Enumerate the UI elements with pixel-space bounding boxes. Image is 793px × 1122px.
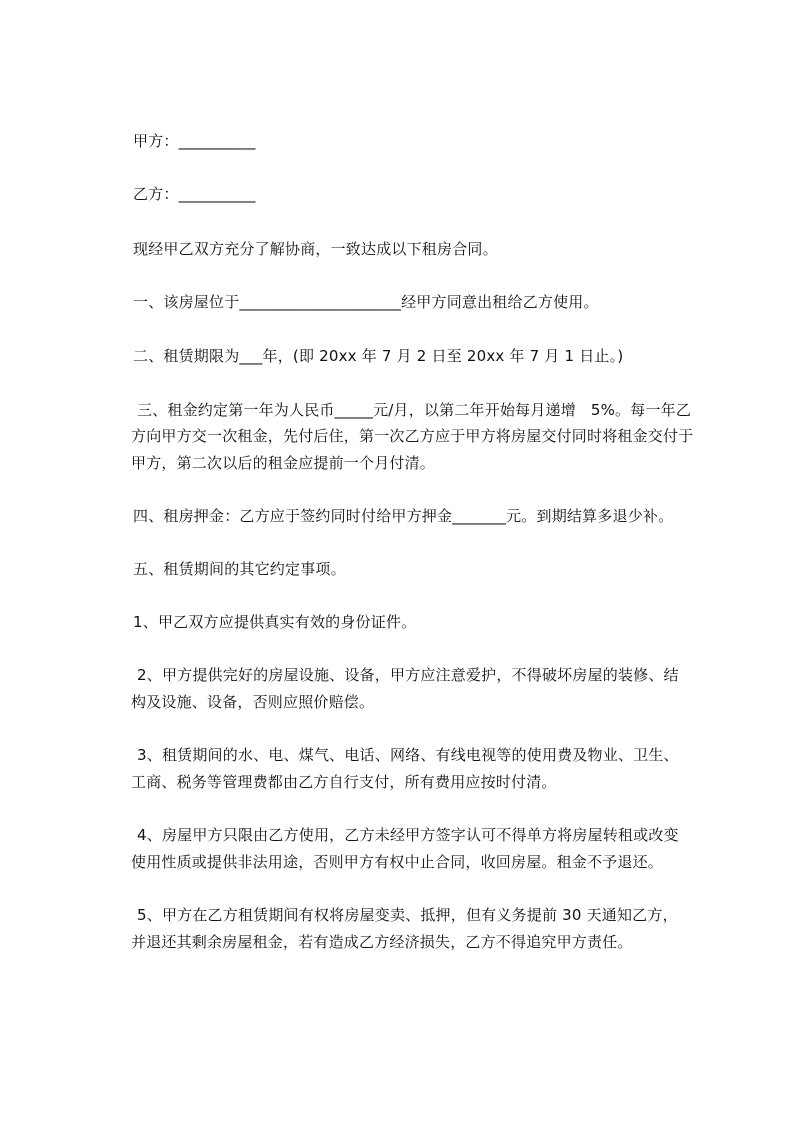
clause-4: 四、租房押金：乙方应于签约同时付给甲方押金_______元。到期结算多退少补。 <box>133 507 674 525</box>
party-a-line: 甲方：__________ <box>133 132 256 150</box>
party-b-line: 乙方：__________ <box>133 185 256 203</box>
item-1: 1、甲乙双方应提供真实有效的身份证件。 <box>133 613 417 631</box>
clause-3-line-2: 方向甲方交一次租金，先付后住，第一次乙方应于甲方将房屋交付同时将租金交付于 <box>131 427 694 445</box>
intro-paragraph: 现经甲乙双方充分了解协商，一致达成以下租房合同。 <box>133 240 498 258</box>
item-4-line-1: 4、房屋甲方只限由乙方使用，乙方未经甲方签字认可不得单方将房屋转租或改变 <box>137 826 679 844</box>
item-5-line-1: 5、甲方在乙方租赁期间有权将房屋变卖、抵押，但有义务提前 30 天通知乙方， <box>137 906 678 924</box>
item-5-line-2: 并退还其剩余房屋租金，若有造成乙方经济损失，乙方不得追究甲方责任。 <box>131 933 633 951</box>
clause-2: 二、租赁期限为___年，(即 20xx 年 7 月 2 日至 20xx 年 7 月 1 日止。) <box>133 347 624 365</box>
clause-5-title: 五、租赁期间的其它约定事项。 <box>133 560 346 578</box>
item-3-line-2: 工商、税务等管理费都由乙方自行支付，所有费用应按时付清。 <box>131 773 557 791</box>
item-2-line-2: 构及设施、设备，否则应照价赔偿。 <box>131 693 375 711</box>
clause-3-line-1: 三、租金约定第一年为人民币_____元/月，以第二年开始每月递增 5%。每一年乙 <box>137 401 692 419</box>
clause-3-line-3: 甲方，第二次以后的租金应提前一个月付清。 <box>131 454 436 472</box>
item-4-line-2: 使用性质或提供非法用途，否则甲方有权中止合同，收回房屋。租金不予退还。 <box>131 853 664 871</box>
clause-1: 一、该房屋位于_____________________经甲方同意出租给乙方使用。 <box>133 293 599 311</box>
item-3-line-1: 3、租赁期间的水、电、煤气、电话、网络、有线电视等的使用费及物业、卫生、 <box>137 746 679 764</box>
item-2-line-1: 2、甲方提供完好的房屋设施、设备，甲方应注意爱护，不得破坏房屋的装修、结 <box>137 666 679 684</box>
